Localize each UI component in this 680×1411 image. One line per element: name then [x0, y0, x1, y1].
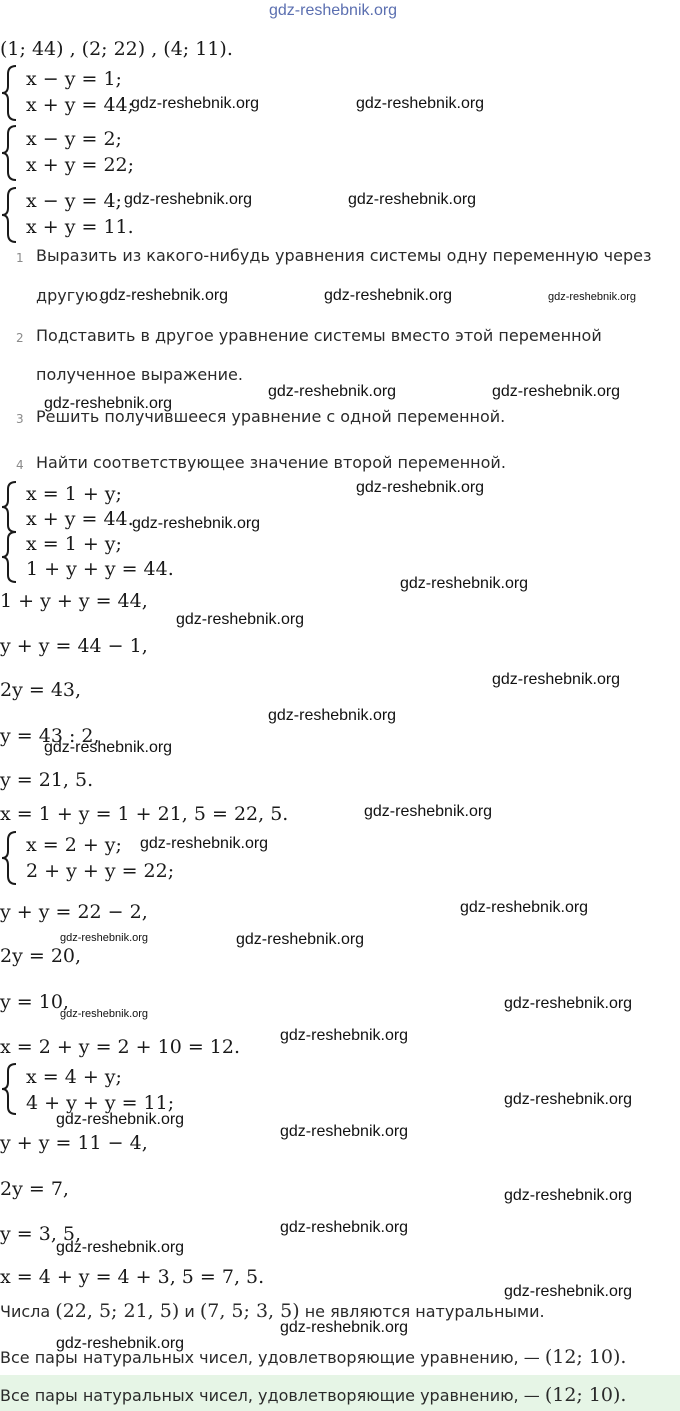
- equation: x = 1 + y = 1 + 21, 5 = 22, 5.: [0, 803, 289, 825]
- watermark: gdz-reshebnik.org: [504, 1091, 633, 1108]
- site-watermark-top: gdz-reshebnik.org: [269, 2, 398, 19]
- equation: x + y = 44;: [26, 94, 135, 116]
- watermark: gdz-reshebnik.org: [280, 1319, 409, 1336]
- watermark: gdz-reshebnik.org: [504, 1187, 633, 1204]
- watermark: gdz-reshebnik.org: [56, 1239, 185, 1256]
- equation: y + y = 44 − 1,: [0, 635, 148, 657]
- system-brace: [0, 64, 20, 122]
- watermark: gdz-reshebnik.org: [460, 899, 589, 916]
- step-text: Решить получившееся уравнение с одной переменной.: [36, 407, 506, 426]
- equation: y + y = 22 − 2,: [0, 901, 148, 923]
- watermark: gdz-reshebnik.org: [492, 383, 621, 400]
- watermark: gdz-reshebnik.org: [140, 835, 269, 852]
- equation: x + y = 44.: [26, 508, 134, 530]
- answer-label: Все пары натуральных чисел, удовлетворяющие уравнению, —: [0, 1386, 545, 1405]
- step-text: Найти соответствующее значение второй переменной.: [36, 453, 506, 472]
- watermark: gdz-reshebnik.org: [324, 287, 453, 304]
- equation: y = 21, 5.: [0, 769, 94, 791]
- answer-text: [0, 1384, 626, 1406]
- equation: 1 + y + y = 44,: [0, 590, 148, 612]
- conclusion-text: и: [179, 1302, 200, 1321]
- watermark: gdz-reshebnik.org: [504, 1283, 633, 1300]
- step-number: 1: [16, 251, 24, 265]
- equation: x + y = 22;: [26, 154, 135, 176]
- system-brace: [0, 530, 20, 584]
- watermark: gdz-reshebnik.org: [176, 611, 305, 628]
- watermark: gdz-reshebnik.org: [56, 1111, 185, 1128]
- equation: x − y = 1;: [26, 68, 122, 90]
- watermark: gdz-reshebnik.org: [60, 932, 149, 944]
- equation: 2y = 20,: [0, 945, 82, 967]
- watermark: gdz-reshebnik.org: [280, 1123, 409, 1140]
- watermark: gdz-reshebnik.org: [280, 1219, 409, 1236]
- equation: x = 1 + y;: [26, 533, 122, 555]
- watermark: gdz-reshebnik.org: [56, 1335, 185, 1352]
- equation: x − y = 4;: [26, 190, 122, 212]
- watermark: gdz-reshebnik.org: [280, 1027, 409, 1044]
- conclusion-text: не являются натуральными.: [299, 1302, 545, 1321]
- answer-pair: (12; 10).: [544, 1384, 627, 1406]
- conclusion-not-natural: [0, 1302, 545, 1321]
- system-brace: [0, 124, 20, 182]
- conclusion-text: Числа: [0, 1302, 56, 1321]
- pair: (22, 5; 21, 5): [55, 1300, 180, 1322]
- equation: x + y = 11.: [26, 216, 134, 238]
- watermark: gdz-reshebnik.org: [60, 1008, 149, 1020]
- equation: x − y = 2;: [26, 128, 122, 150]
- equation: 2 + y + y = 22;: [26, 860, 175, 882]
- watermark: gdz-reshebnik.org: [364, 803, 493, 820]
- watermark: gdz-reshebnik.org: [348, 191, 477, 208]
- system-brace: [0, 1062, 20, 1116]
- equation: x = 4 + y;: [26, 1066, 122, 1088]
- step-number: 4: [16, 458, 24, 472]
- watermark: gdz-reshebnik.org: [124, 191, 253, 208]
- equation: x = 2 + y;: [26, 834, 122, 856]
- watermark: gdz-reshebnik.org: [356, 95, 485, 112]
- watermark: gdz-reshebnik.org: [400, 575, 529, 592]
- equation: x = 4 + y = 4 + 3, 5 = 7, 5.: [0, 1266, 265, 1288]
- equation: 4 + y + y = 11;: [26, 1092, 175, 1114]
- equation: 1 + y + y = 44.: [26, 558, 174, 580]
- watermark: gdz-reshebnik.org: [131, 95, 260, 112]
- pair: (12; 10).: [544, 1346, 627, 1368]
- step-text: другую.: [36, 286, 104, 305]
- equation: 2y = 7,: [0, 1178, 69, 1200]
- conclusion-text: Все пары натуральных чисел, удовлетворяющие уравнению, —: [0, 1348, 545, 1367]
- equation: y = 43 : 2,: [0, 725, 100, 747]
- watermark: gdz-reshebnik.org: [268, 707, 397, 724]
- watermark: gdz-reshebnik.org: [504, 995, 633, 1012]
- step-number: 3: [16, 412, 24, 426]
- equation: y = 3, 5,: [0, 1223, 82, 1245]
- equation: 2y = 43,: [0, 679, 82, 701]
- watermark: gdz-reshebnik.org: [268, 383, 397, 400]
- watermark: gdz-reshebnik.org: [492, 671, 621, 688]
- step-number: 2: [16, 331, 24, 345]
- step-text: Подставить в другое уравнение системы вместо этой переменной: [36, 326, 602, 345]
- system-brace: [0, 830, 20, 886]
- step-text: полученное выражение.: [36, 365, 243, 384]
- watermark: gdz-reshebnik.org: [236, 931, 365, 948]
- watermark: gdz-reshebnik.org: [100, 287, 229, 304]
- system-brace: [0, 480, 20, 534]
- solution-pairs: (1; 44) , (2; 22) , (4; 11).: [0, 38, 233, 60]
- watermark: gdz-reshebnik.org: [44, 395, 173, 412]
- watermark: gdz-reshebnik.org: [356, 479, 485, 496]
- watermark: gdz-reshebnik.org: [548, 291, 637, 303]
- watermark: gdz-reshebnik.org: [132, 515, 261, 532]
- system-brace: [0, 186, 20, 244]
- equation: y = 10,: [0, 991, 69, 1013]
- step-text: Выразить из какого-нибудь уравнения системы одну переменную через: [36, 246, 652, 265]
- pair: (7, 5; 3, 5): [199, 1300, 300, 1322]
- equation: y + y = 11 − 4,: [0, 1132, 148, 1154]
- equation: x = 2 + y = 2 + 10 = 12.: [0, 1036, 241, 1058]
- watermark: gdz-reshebnik.org: [44, 739, 173, 756]
- equation: x = 1 + y;: [26, 483, 122, 505]
